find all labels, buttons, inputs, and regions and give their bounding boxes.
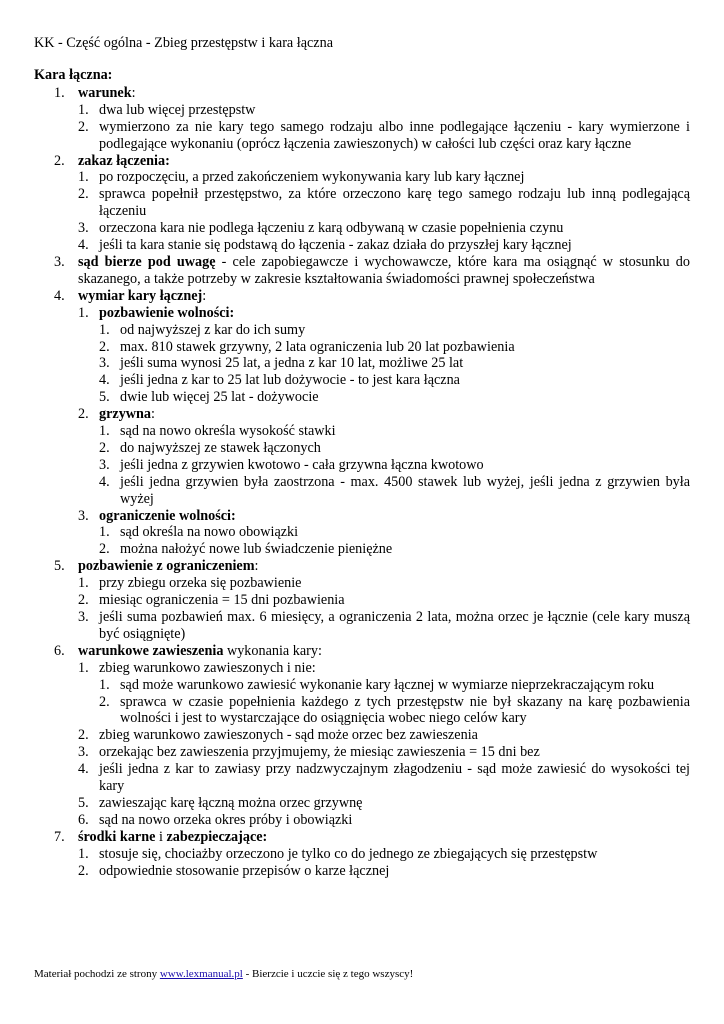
list-number: 1. bbox=[99, 321, 110, 338]
list-item bbox=[99, 474, 690, 508]
item-text: przy zbiegu orzeka się pozbawienie bbox=[99, 575, 302, 592]
item-text: stosuje się, chociażby orzeczono je tylko co do jednego ze zbiegających się przestępstw bbox=[99, 845, 598, 862]
list-item bbox=[99, 694, 690, 728]
list-number: 2. bbox=[78, 592, 89, 609]
item-text: można nałożyć nowe lub świadczenie pieniężne bbox=[120, 541, 393, 558]
item-term: warunek bbox=[78, 84, 132, 101]
footer-text-before: Materiał pochodzi ze strony bbox=[34, 968, 160, 980]
item-term: środki karne bbox=[78, 828, 156, 845]
list-item bbox=[78, 220, 690, 237]
item-text: sprawca popełnił przestępstwo, za które orzeczono karę tego samego rodzaju lub inną podlegającą łączeniu bbox=[99, 186, 690, 220]
list-item bbox=[78, 812, 690, 829]
list-number: 2. bbox=[54, 152, 65, 169]
item-text: max. 810 stawek grzywny, 2 lata ograniczenia lub 20 lat pozbawienia bbox=[120, 338, 515, 355]
list-number: 1. bbox=[78, 101, 89, 118]
sub-list bbox=[78, 102, 690, 153]
list-number: 2. bbox=[99, 693, 110, 710]
item-text: sąd na nowo określa wysokość stawki bbox=[120, 423, 336, 440]
list-number: 4. bbox=[99, 372, 110, 389]
item-term: zabezpieczające: bbox=[166, 828, 268, 845]
item-term: warunkowe zawieszenia bbox=[78, 642, 224, 659]
main-list bbox=[34, 85, 690, 880]
list-item bbox=[34, 829, 690, 880]
list-item bbox=[34, 254, 690, 288]
footer-link[interactable]: www.lexmanual.pl bbox=[159, 968, 243, 980]
list-item bbox=[34, 85, 690, 153]
list-number: 3. bbox=[99, 355, 110, 372]
list-number: 1. bbox=[78, 304, 89, 321]
list-item bbox=[99, 355, 690, 372]
list-number: 4. bbox=[78, 761, 89, 778]
item-term: pozbawienie wolności: bbox=[99, 304, 235, 321]
list-item bbox=[78, 237, 690, 254]
list-item bbox=[78, 169, 690, 186]
list-number: 6. bbox=[54, 642, 65, 659]
section-title: Kara łączna: bbox=[34, 67, 113, 83]
list-number: 4. bbox=[54, 287, 65, 304]
item-text: - cele zapobiegawcze i wychowawcze, które kara ma osiągnąć w stosunku do skazanego, a także potrzeby w zakresie kształtowania świadomości prawnej społeczeństwa bbox=[78, 253, 690, 287]
list-item bbox=[78, 727, 690, 744]
item-text: jeśli jedna z kar to zawiasy przy nadzwyczajnym złagodzeniu - sąd może zawiesić do wysokości tej kary bbox=[99, 761, 690, 795]
list-number: 7. bbox=[54, 828, 65, 845]
sub-list bbox=[78, 846, 690, 880]
list-item bbox=[78, 592, 690, 609]
list-item bbox=[99, 423, 690, 440]
sub-list bbox=[78, 305, 690, 559]
list-item bbox=[78, 305, 690, 406]
item-term: wymiar kary łącznej bbox=[78, 287, 203, 304]
item-text: od najwyższej z kar do ich sumy bbox=[120, 321, 306, 338]
list-item bbox=[99, 677, 690, 694]
item-text: : bbox=[202, 287, 207, 304]
list-item bbox=[78, 660, 690, 728]
list-item bbox=[78, 863, 690, 880]
list-number: 3. bbox=[78, 744, 89, 761]
item-term: ograniczenie wolności: bbox=[99, 507, 236, 524]
item-text: sąd określa na nowo obowiązki bbox=[120, 524, 299, 541]
sub-list bbox=[99, 677, 690, 728]
list-item bbox=[99, 322, 690, 339]
item-text: jeśli suma pozbawień max. 6 miesięcy, a ograniczenia 2 lata, można orzec je łącznie (cele kary muszą być osiągnięte) bbox=[99, 609, 690, 642]
list-number: 6. bbox=[78, 811, 89, 828]
list-item bbox=[99, 457, 690, 474]
item-text: jeśli suma wynosi 25 lat, a jedna z kar 10 lat, możliwe 25 lat bbox=[120, 355, 464, 372]
item-text: : bbox=[151, 406, 155, 423]
item-text: po rozpoczęciu, a przed zakończeniem wykonywania kary lub kary łącznej bbox=[99, 169, 525, 186]
list-item bbox=[78, 186, 690, 220]
list-number: 5. bbox=[54, 558, 65, 575]
list-item bbox=[78, 846, 690, 863]
list-number: 1. bbox=[54, 84, 65, 101]
item-text: jeśli jedna z kar to 25 lat lub dożywocie - to jest kara łączna bbox=[120, 372, 460, 389]
list-number: 2. bbox=[99, 338, 110, 355]
item-text: : bbox=[131, 84, 136, 101]
list-item bbox=[78, 406, 690, 507]
item-term: grzywna bbox=[99, 406, 152, 423]
item-text: dwie lub więcej 25 lat - dożywocie bbox=[120, 389, 319, 406]
item-text: orzekając bez zawieszenia przyjmujemy, że miesiąc zawieszenia = 15 dni bez bbox=[99, 744, 540, 761]
document-header: KK - Część ogólna - Zbieg przestępstw i kara łączna bbox=[34, 35, 333, 51]
item-text: zbieg warunkowo zawieszonych i nie: bbox=[99, 659, 316, 676]
list-number: 3. bbox=[54, 253, 65, 270]
list-number: 1. bbox=[99, 524, 110, 541]
list-number: 2. bbox=[99, 439, 110, 456]
list-number: 4. bbox=[78, 237, 89, 254]
item-text: sąd na nowo orzeka okres próby i obowiązki bbox=[99, 811, 353, 828]
sub-list bbox=[78, 660, 690, 829]
item-text: jeśli jedna z grzywien kwotowo - cała grzywna łączna kwotowo bbox=[120, 456, 484, 473]
list-number: 3. bbox=[78, 507, 89, 524]
list-number: 2. bbox=[78, 406, 89, 423]
list-item bbox=[78, 761, 690, 795]
sub-list bbox=[99, 322, 690, 407]
list-number: 5. bbox=[78, 794, 89, 811]
item-text: dwa lub więcej przestępstw bbox=[99, 101, 256, 118]
list-item bbox=[78, 119, 690, 153]
list-number: 3. bbox=[99, 456, 110, 473]
item-text: : bbox=[254, 558, 259, 575]
list-item bbox=[34, 558, 690, 643]
list-number: 1. bbox=[78, 575, 89, 592]
item-text: miesiąc ograniczenia = 15 dni pozbawienia bbox=[99, 592, 345, 609]
list-item bbox=[99, 372, 690, 389]
list-item bbox=[34, 643, 690, 829]
list-number: 1. bbox=[78, 659, 89, 676]
list-number: 1. bbox=[99, 423, 110, 440]
item-term: pozbawienie z ograniczeniem bbox=[78, 558, 255, 575]
list-item bbox=[78, 795, 690, 812]
list-item bbox=[99, 339, 690, 356]
list-number: 1. bbox=[78, 169, 89, 186]
footer-text-after: - Bierzcie i uczcie się z tego wszyscy! bbox=[242, 968, 414, 980]
list-item bbox=[34, 288, 690, 559]
list-number: 2. bbox=[78, 186, 89, 203]
item-text: sprawca w czasie popełnienia każdego z tych przestępstw nie był skazany na karę pozbawienia wolności i jest to wystarczające do osiągnięcia wobec niego celów kary bbox=[120, 693, 690, 727]
list-number: 4. bbox=[99, 473, 110, 490]
item-text: orzeczona kara nie podlega łączeniu z karą odbywaną w czasie popełnienia czynu bbox=[99, 220, 564, 237]
list-number: 2. bbox=[99, 541, 110, 558]
list-item bbox=[78, 744, 690, 761]
sub-list bbox=[99, 423, 690, 508]
sub-list bbox=[78, 169, 690, 254]
list-number: 2. bbox=[78, 118, 89, 135]
list-number: 1. bbox=[78, 845, 89, 862]
list-number: 3. bbox=[78, 609, 89, 625]
list-number: 1. bbox=[99, 676, 110, 693]
list-number: 2. bbox=[78, 727, 89, 744]
list-item bbox=[99, 389, 690, 406]
item-text: do najwyższej ze stawek łączonych bbox=[120, 439, 321, 456]
item-text: sąd może warunkowo zawiesić wykonanie kary łącznej w wymiarze nieprzekraczającym roku bbox=[120, 676, 655, 693]
list-number: 3. bbox=[78, 220, 89, 237]
item-text: jeśli jedna grzywien była zaostrzona - max. 4500 stawek lub wyżej, jeśli jedna z grzywien była wyżej bbox=[120, 473, 690, 507]
list-item bbox=[78, 508, 690, 559]
list-item bbox=[99, 541, 690, 558]
item-term: sąd bierze pod uwagę bbox=[78, 253, 216, 270]
list-number: 2. bbox=[78, 862, 89, 879]
item-text: odpowiednie stosowanie przepisów o karze łącznej bbox=[99, 862, 390, 879]
item-text: zawieszając karę łączną można orzec grzywnę bbox=[99, 794, 363, 811]
list-item bbox=[78, 575, 690, 592]
item-term: zakaz łączenia: bbox=[78, 152, 170, 169]
footer-note bbox=[34, 966, 413, 983]
list-item bbox=[34, 153, 690, 254]
list-number: 5. bbox=[99, 389, 110, 406]
item-text: jeśli ta kara stanie się podstawą do łączenia - zakaz działa do przyszłej kary łącznej bbox=[99, 237, 572, 254]
item-text: zbieg warunkowo zawieszonych - sąd może orzec bez zawieszenia bbox=[99, 727, 478, 744]
list-item bbox=[78, 102, 690, 119]
document-content bbox=[34, 67, 690, 880]
sub-list bbox=[78, 575, 690, 643]
list-item bbox=[99, 524, 690, 541]
list-item bbox=[78, 609, 690, 643]
item-text: wykonania kary: bbox=[223, 642, 322, 659]
list-item bbox=[99, 440, 690, 457]
item-text: i bbox=[155, 828, 167, 845]
item-text: wymierzono za nie kary tego samego rodzaju albo inne podlegające łączeniu - kary wymierzone i podlegające wykonaniu (oprócz łączenia zawieszonych) w całości lub części oraz kary łączne bbox=[99, 118, 690, 152]
sub-list bbox=[99, 524, 690, 558]
